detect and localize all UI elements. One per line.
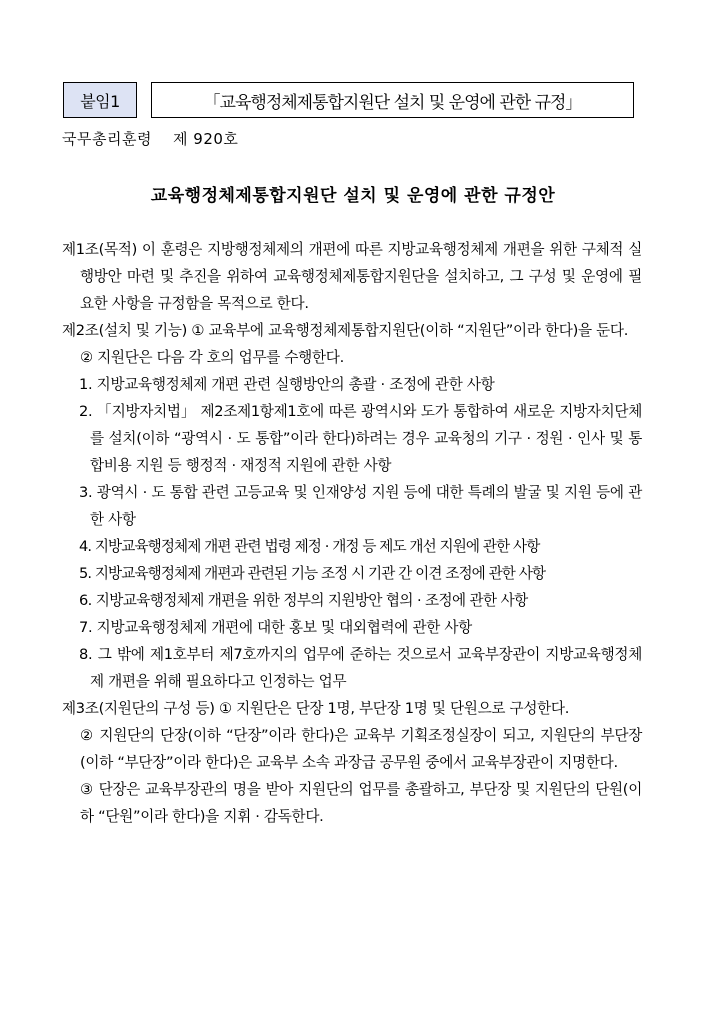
article-2-item-8: 8. 그 밖에 제1호부터 제7호까지의 업무에 준하는 것으로서 교육부장관이 지방교육행정체제 개편을 위해 필요하다고 인정하는 업무: [79, 646, 642, 690]
document-body: [62, 236, 642, 830]
article-2-item-6: 6. 지방교육행정체제 개편을 위한 정부의 지원방안 협의 · 조정에 관한 사항: [79, 592, 528, 609]
document-title: 교육행정체제통합지원단 설치 및 운영에 관한 규정안: [150, 186, 556, 206]
article-2-clause-2: ② 지원단은 다음 각 호의 업무를 수행한다.: [80, 349, 344, 366]
article-2-item-4: 4. 지방교육행정체제 개편 관련 법령 제정 · 개정 등 제도 개선 지원에 관한 사항: [79, 538, 540, 555]
article-2-item-2: 2. 「지방자치법」 제2조제1항제1호에 따른 광역시와 도가 통합하여 새로운 지방자치단체를 설치(이하 “광역시 · 도 통합”이라 한다)하려는 경우 교육청의 기구 · 정원 · 인사 및 통합비용 지원 등 행정적 · 재정적 지원에 관한 사항: [79, 403, 642, 474]
article-3: 제3조(지원단의 구성 등) ① 지원단은 단장 1명, 부단장 1명 및 단원으로 구성한다.: [62, 700, 570, 717]
attachment-label: 붙임1: [63, 82, 137, 118]
article-2-item-3: 3. 광역시 · 도 통합 관련 고등교육 및 인재양성 지원 등에 대한 특례의 발굴 및 지원 등에 관한 사항: [79, 484, 642, 528]
article-2-item-5: 5. 지방교육행정체제 개편과 관련된 기능 조정 시 기관 간 이견 조정에 관한 사항: [79, 565, 546, 582]
article-3-clause-3: ③ 단장은 교육부장관의 명을 받아 지원단의 업무를 총괄하고, 부단장 및 지원단의 단원(이하 “단원”이라 한다)을 지휘 · 감독한다.: [80, 781, 642, 825]
article-2-item-7: 7. 지방교육행정체제 개편에 대한 홍보 및 대외협력에 관한 사항: [79, 619, 472, 636]
article-2: 제2조(설치 및 기능) ① 교육부에 교육행정체제통합지원단(이하 “지원단”이라 한다)을 둔다.: [62, 322, 629, 339]
article-1: 제1조(목적) 이 훈령은 지방행정체제의 개편에 따른 지방교육행정체제 개편을 위한 구체적 실행방안 마련 및 추진을 위하여 교육행정체제통합지원단을 설치하고, 그 구성 및 운영에 필요한 사항을 규정함을 목적으로 한다.: [62, 241, 642, 312]
article-3-clause-2: ② 지원단의 단장(이하 “단장”이라 한다)은 교육부 기획조정실장이 되고, 지원단의 부단장(이하 “부단장”이라 한다)은 교육부 소속 과장급 공무원 중에서 교육부장관이 지명한다.: [80, 727, 642, 771]
article-2-item-1: 1. 지방교육행정체제 개편 관련 실행방안의 총괄 · 조정에 관한 사항: [79, 376, 495, 393]
regulation-title-box: 「교육행정체제통합지원단 설치 및 운영에 관한 규정」: [151, 82, 634, 118]
order-number: 국무총리훈령 제 920호: [62, 130, 239, 148]
